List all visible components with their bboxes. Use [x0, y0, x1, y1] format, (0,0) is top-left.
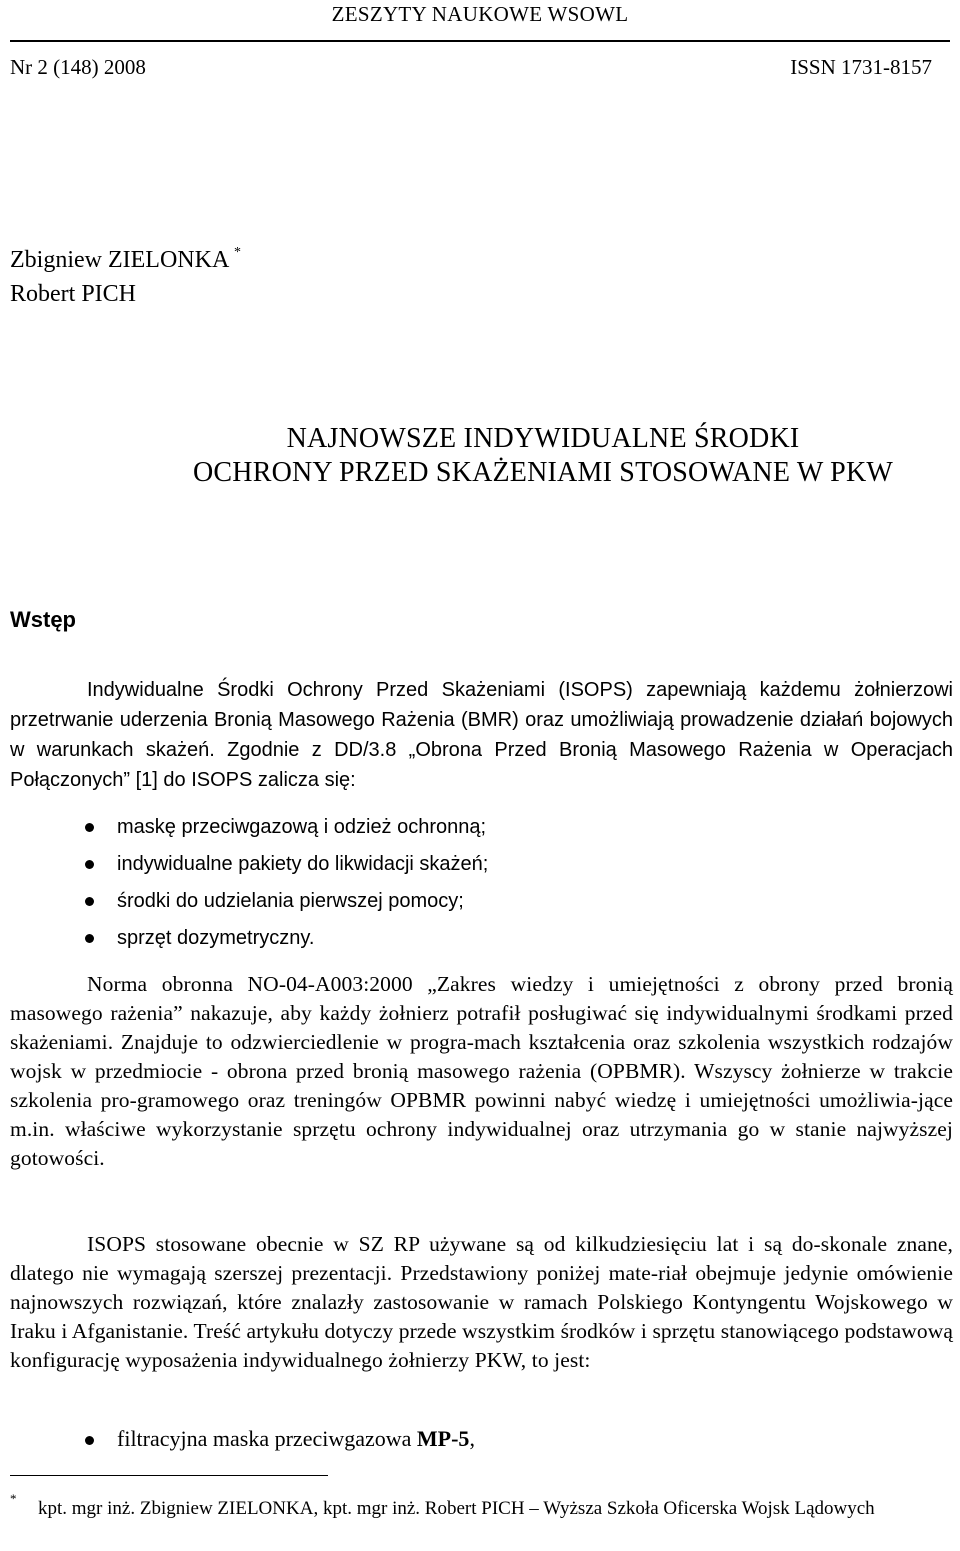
- list-item-text: indywidualne pakiety do likwidacji skażeń;: [117, 853, 489, 875]
- paper-title: [0, 422, 960, 490]
- author-1: [10, 238, 241, 277]
- footnote-mark: *: [10, 1491, 17, 1506]
- list-item-text: maskę przeciwgazową i odzież ochronną;: [117, 816, 487, 838]
- author-footnote-mark: *: [233, 245, 241, 260]
- header-rule: [10, 40, 950, 42]
- list-item: [85, 923, 488, 960]
- footnote-rule: [10, 1475, 328, 1476]
- title-line-2: OCHRONY PRZED SKAŻENIAMI STOSOWANE W PKW: [193, 457, 893, 488]
- list-item: [85, 1424, 475, 1454]
- journal-name: ZESZYTY NAUKOWE WSOWL: [331, 2, 629, 26]
- paragraph-norm: Norma obronna NO-04-A003:2000 „Zakres wiedzy i umiejętności z obrony przed bronią masowego rażenia” nakazuje, aby każdy żołnierz potrafił posługiwać się indywidualnymi środkami przed skażeniami. Znajduje to odzwierciedlenie w progra-mach kształcenia oraz szkolenia wszystkich rodzajów wojsk w przedmiocie - obrona przed bronią masowego rażenia (OPBMR). Wszyscy żołnierze w trakcie szkolenia pro-gramowego oraz treningów OPBMR powinni nabyć wiedzę i umiejętności umożliwia-jące m.in. właściwe wykorzystanie sprzętu ochrony indywidualnej oraz utrzymania go w stanie najwyższej gotowości.: [10, 972, 953, 1170]
- list-item-text: sprzęt dozymetryczny.: [117, 927, 315, 949]
- section-heading: Wstęp: [10, 607, 76, 632]
- paragraph-isops: ISOPS stosowane obecnie w SZ RP używane są od kilkudziesięciu lat i są do-skonale znane, dlatego nie wymagają szerszej prezentacji. Przedstawiony poniżej mate-riał obejmuje jedynie omówienie najnowszych rozwiązań, które znalazły zastosowanie w ramach Polskiego Kontyngentu Wojskowego w Iraku i Afganistanie. Treść artykułu dotyczy przede wszystkim środków i sprzętu stanowiącego podstawową konfigurację wyposażenia indywidualnego żołnierzy PKW, to jest:: [10, 1232, 953, 1372]
- paragraph-intro: Indywidualne Środki Ochrony Przed Skażeniami (ISOPS) zapewniają każdemu żołnierzowi przetrwanie uderzenia Bronią Masowego Rażenia (BMR) oraz umożliwiają prowadzenie działań bojowych w warunkach skażeń. Zgodnie z DD/3.8 „Obrona Przed Bronią Masowego Rażenia w Operacjach Połączonych” [1] do ISOPS zalicza się:: [10, 679, 953, 791]
- list-item: [85, 886, 488, 923]
- list-item-bold: MP-5: [416, 1426, 470, 1451]
- isops-list: [85, 812, 488, 960]
- list-item-text: filtracyjna maska przeciwgazowa: [117, 1426, 417, 1451]
- title-line-1: NAJNOWSZE INDYWIDUALNE ŚRODKI: [286, 423, 800, 454]
- bullet-icon: [85, 934, 94, 943]
- issn: ISSN 1731-8157: [790, 55, 932, 79]
- bullet-icon: [85, 1436, 94, 1445]
- bullet-icon: [85, 860, 94, 869]
- issue-number: Nr 2 (148) 2008: [10, 55, 146, 79]
- equipment-list: [85, 1424, 475, 1454]
- list-item: [85, 849, 488, 886]
- list-item: [85, 812, 488, 849]
- list-item-text: środki do udzielania pierwszej pomocy;: [117, 890, 464, 912]
- footnote-text: kpt. mgr inż. Zbigniew ZIELONKA, kpt. mgr inż. Robert PICH – Wyższa Szkoła Oficerska Wojsk Lądowych: [38, 1498, 875, 1519]
- list-item-tail: ,: [469, 1426, 475, 1451]
- authors: [10, 238, 241, 311]
- author-2: Robert PICH: [10, 281, 136, 307]
- bullet-icon: [85, 823, 94, 832]
- author-1-name: Zbigniew ZIELONKA: [10, 247, 228, 273]
- bullet-icon: [85, 897, 94, 906]
